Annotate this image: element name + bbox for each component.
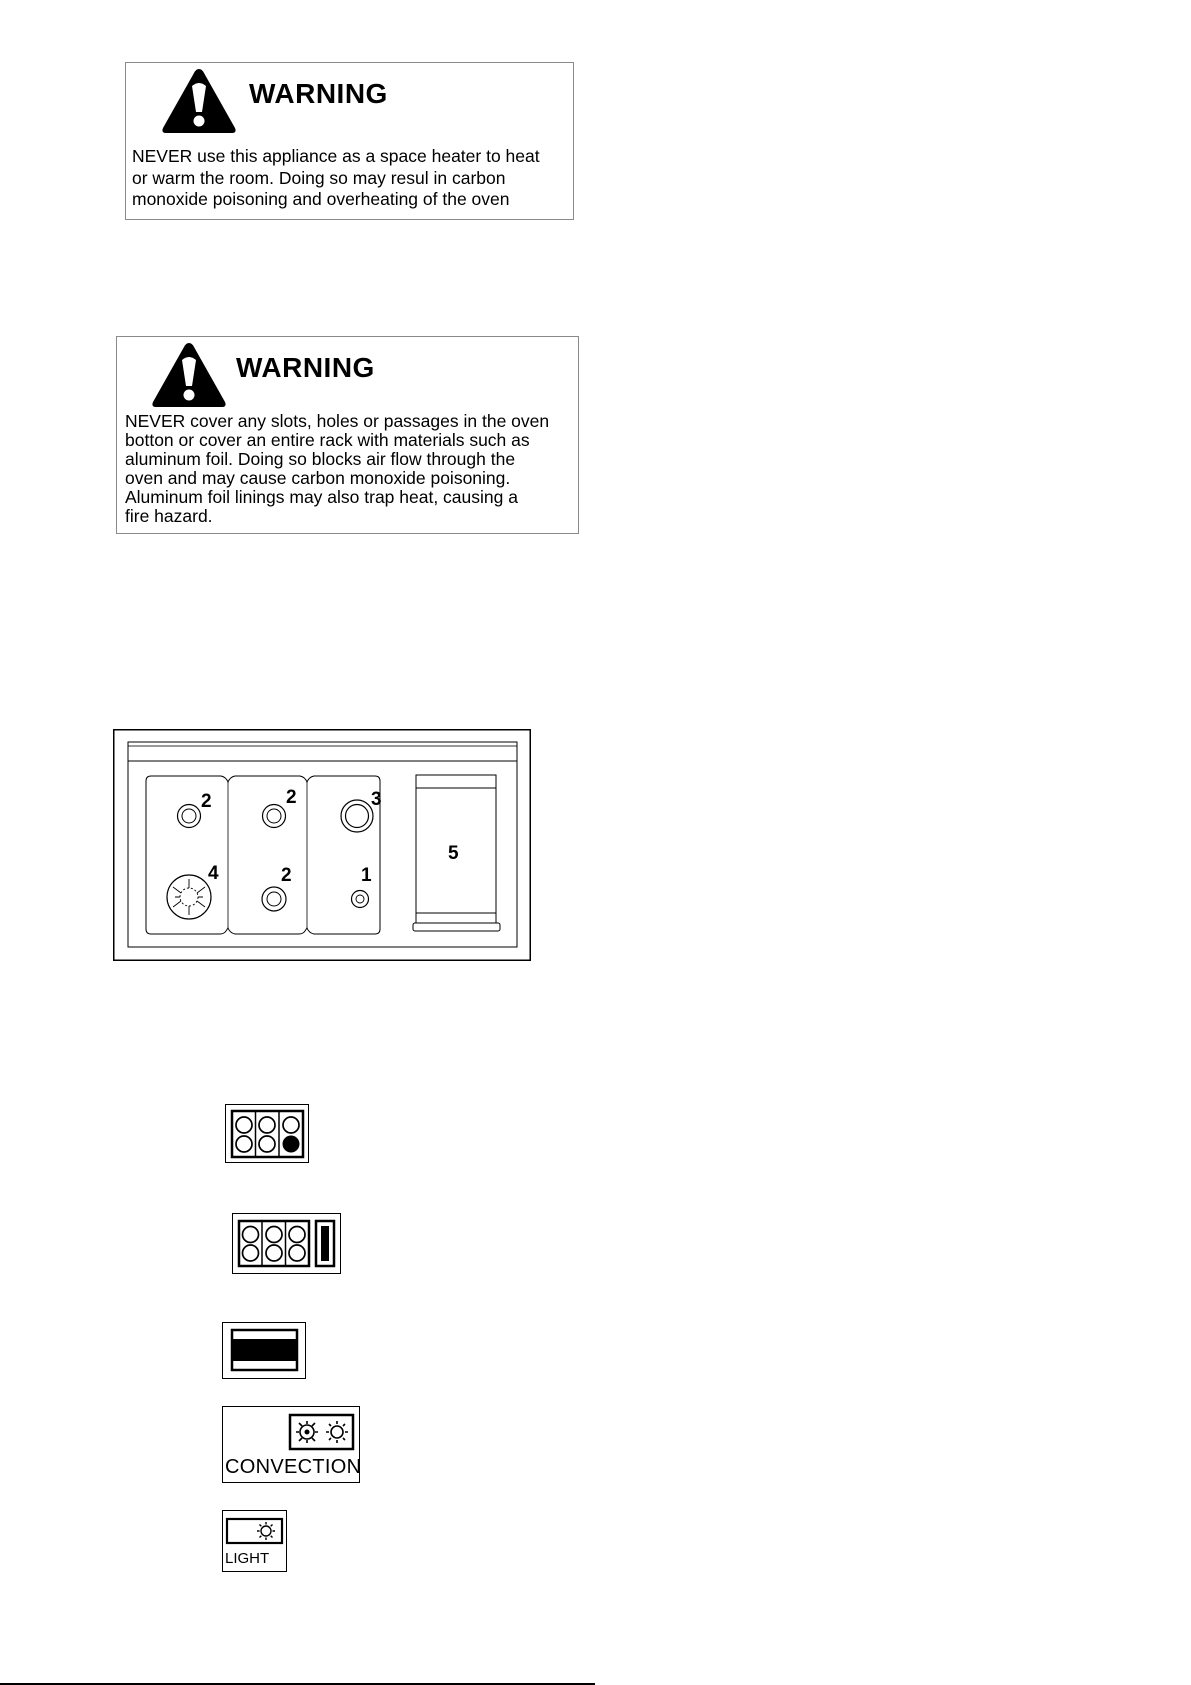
burner-label: 4 — [208, 863, 219, 884]
convection-label: CONVECTION — [225, 1456, 362, 1478]
cooktop-layout-diagram — [113, 729, 531, 961]
burner-label: 3 — [371, 789, 382, 810]
oven-symbol — [222, 1322, 306, 1379]
light-symbol — [222, 1510, 287, 1572]
burner-label: 2 — [281, 865, 292, 886]
convection-symbol — [222, 1406, 360, 1483]
griddle-label: 5 — [448, 843, 459, 864]
warning-triangle-icon — [150, 340, 228, 410]
warning-title: WARNING — [236, 352, 375, 383]
griddle-selector-symbol — [232, 1213, 341, 1274]
warning-box-space-heater — [125, 62, 574, 220]
warning-text: NEVER cover any slots, holes or passages in the oven botton or cover an entire rack with materials such as aluminum foil. Doing so blocks air flow through the oven and may cause carbon monoxide poisoning. Aluminum foil linings may also trap heat, causing a fire hazard. — [125, 411, 550, 526]
light-label: LIGHT — [225, 1550, 270, 1567]
burner-label: 2 — [201, 791, 212, 812]
burner-label: 2 — [286, 787, 297, 808]
warning-title: WARNING — [249, 78, 388, 109]
warning-text: NEVER use this appliance as a space heater to heat or warm the room. Doing so may resul in carbon monoxide poisoning and overheating of the oven — [132, 146, 540, 209]
burner-selector-symbol — [225, 1104, 309, 1163]
warning-box-foil — [116, 336, 579, 534]
burner-label: 1 — [361, 865, 372, 886]
warning-triangle-icon — [160, 66, 238, 136]
